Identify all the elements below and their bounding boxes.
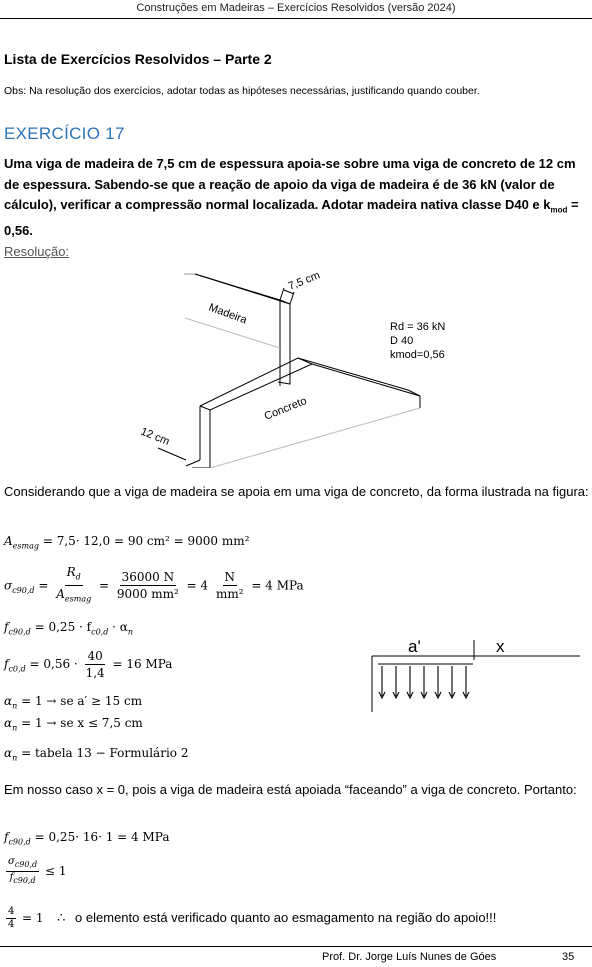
label-a-prime: a' — [408, 637, 421, 656]
footer-rule — [0, 946, 592, 947]
eq-fc90-final: $f_{c90,d} = 0,25\cdot 16\cdot 1 = 4$ MPa — [4, 830, 170, 847]
section-title: Lista de Exercícios Resolvidos – Parte 2 — [4, 51, 272, 67]
paragraph-1: Considerando que a viga de madeira se apoia em uma viga de concreto, da forma ilustrada na figura: — [4, 484, 589, 499]
footer-author: Prof. Dr. Jorge Luís Nunes de Góes — [322, 951, 497, 963]
wood-label: Madeira — [206, 301, 249, 327]
eq-alpha-2: $\alpha_n = 1$ → se x ≤ 7,5 cm — [4, 716, 143, 733]
eq-sigma: $\sigma_{c90,d}$ = $\frac{R_d}{A_{esmag}}$ = $\frac{36000 N}{\text{9000 mm²}}$ = 4 $\frac{N}{\text{mm²}}$ = 4 MPa — [4, 565, 304, 604]
eq-final: $\frac{4}{4}$ = 1 ∴ o elemento está verificado quanto ao esmagamento na região do apoio!!! — [8, 906, 497, 930]
dim-side-label: 12 cm — [138, 425, 172, 449]
eq-fc90: $f_{c90,d} = 0,25 \cdot f_{c0,d} \cdot \alpha_n$ — [4, 620, 134, 637]
eq-area: $A_{esmag} = 7,5\cdot 12,0 = 90$ cm² = 9000 mm² — [4, 534, 250, 551]
problem-statement: Uma viga de madeira de 7,5 cm de espessura apoia-se sobre uma viga de concreto de 12 cm de espessura. Sabendo-se que a reação de apoio da viga de madeira é de 36 kN (valor de cálculo), verificar a compressão normal localizada. Adotar madeira nativa classe D40 e $k_{mod} = 0,56$. — [4, 156, 579, 239]
label-x: x — [496, 637, 505, 656]
beam-figure — [130, 268, 470, 468]
resolution-label: Resolução: — [4, 244, 70, 259]
load-diagram — [368, 634, 590, 714]
dim-top-label: 7,5 cm — [286, 269, 322, 293]
eq-alpha-3: $\alpha_n$ = tabela 13 − Formulário 2 — [4, 746, 189, 763]
info-rd: Rd = 36 kN — [390, 321, 446, 333]
paragraph-2: Em nosso caso x = 0, pois a viga de madeira está apoiada “faceando” a viga de concreto. Portanto: — [4, 782, 577, 797]
exercise-title: EXERCÍCIO 17 — [4, 124, 125, 143]
page-number: 35 — [562, 951, 575, 963]
eq-alpha-1: $\alpha_n = 1$ → se a′ ≥ 15 cm — [4, 694, 143, 711]
eq-fc0: $f_{c0,d} = 0,56$ · $\frac{40}{1,4}$ = 16 MPa — [4, 649, 173, 680]
eq-ratio: $\frac{\sigma_{c90,d}}{f_{c90,d}}$ ≤ 1 — [8, 856, 67, 885]
concrete-label: Concreto — [262, 394, 309, 423]
header-rule — [0, 18, 592, 19]
obs-note: Obs: Na resolução dos exercícios, adotar todas as hipóteses necessárias, justificando quando couber. — [4, 85, 480, 97]
page-header: Construções em Madeiras – Exercícios Resolvidos (versão 2024) — [136, 2, 456, 14]
info-class: D 40 — [390, 335, 414, 347]
info-kmod: kmod=0,56 — [390, 349, 445, 361]
